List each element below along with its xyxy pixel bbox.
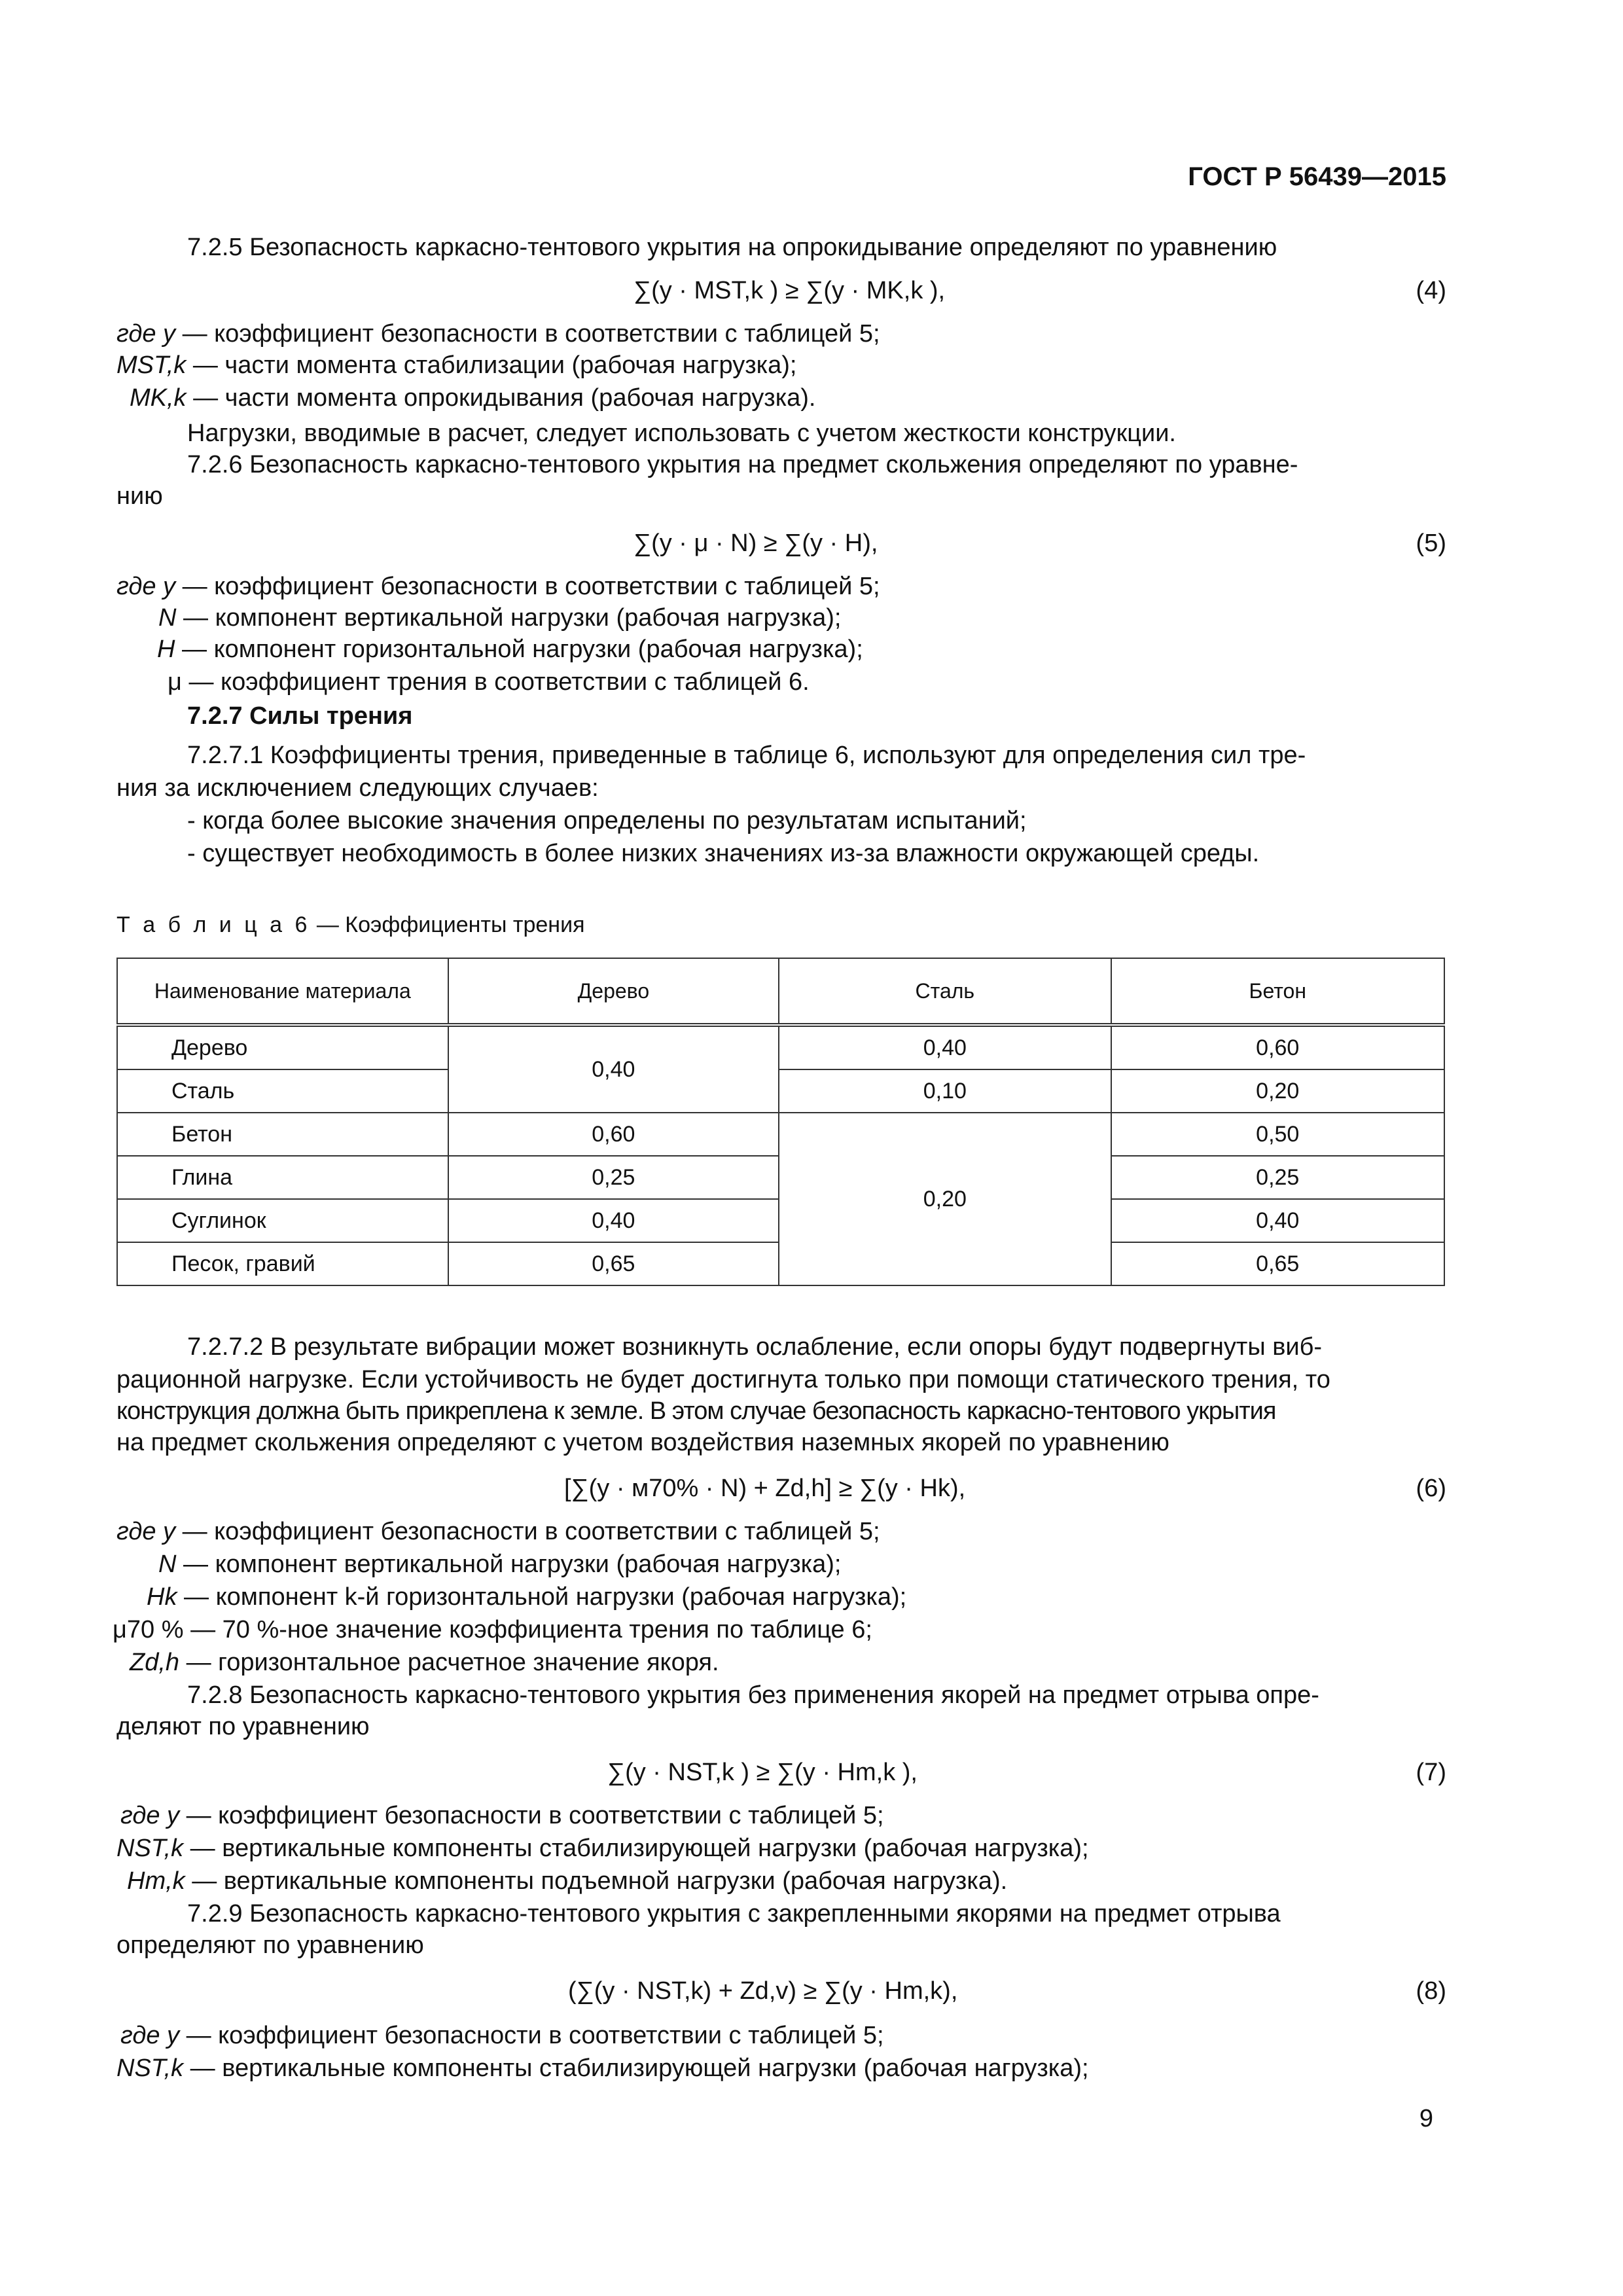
eq-num-4: (4) xyxy=(1416,277,1446,304)
cell-steel: 0,40 xyxy=(779,1025,1111,1069)
def-row xyxy=(130,1647,719,1678)
def-desc: — горизонтальное расчетное значение якоря. xyxy=(179,1649,719,1676)
def-desc: — вертикальные компоненты стабилизирующей нагрузки (рабочая нагрузка); xyxy=(183,1835,1089,1862)
formula-4: ∑(y · MST,k ) ≥ ∑(y · MK,k ), xyxy=(633,277,946,304)
cell-wood: 0,40 xyxy=(448,1025,779,1113)
s725-text: 7.2.5 Безопасность каркасно-тентового укрытия на опрокидывание определяют по уравнению xyxy=(187,234,1277,261)
s7272-line: конструкция должна быть прикреплена к земле. В этом случае безопасность каркасно-тентового укрытия xyxy=(116,1397,1276,1425)
eq-num-6: (6) xyxy=(1416,1475,1446,1502)
material-name: Песок, гравий xyxy=(117,1242,448,1285)
formula-5: ∑(y · μ · N) ≥ ∑(y · H), xyxy=(633,529,878,557)
eq-num-7: (7) xyxy=(1416,1759,1446,1786)
def-row xyxy=(157,634,863,665)
friction-table xyxy=(116,958,1445,1286)
def-term: Hm,k xyxy=(127,1867,185,1895)
s725-note: Нагрузки, вводимые в расчет, следует использовать с учетом жесткости конструкции. xyxy=(187,420,1176,447)
def-term: N xyxy=(158,604,177,632)
def-desc: — части момента стабилизации (рабочая нагрузка); xyxy=(186,351,797,379)
material-name: Дерево xyxy=(117,1025,448,1069)
s727-p1-line1: 7.2.7.1 Коэффициенты трения, приведенные в таблице 6, используют для определения сил тре- xyxy=(187,742,1306,769)
def-desc: — компонент вертикальной нагрузки (рабочая нагрузка); xyxy=(176,604,842,632)
def-term: где y xyxy=(116,573,176,600)
def-term: Zd,h xyxy=(130,1649,180,1676)
col-header-steel: Сталь xyxy=(779,958,1111,1025)
eq-num-5: (5) xyxy=(1416,529,1446,557)
def-desc: — коэффициент безопасности в соответствии с таблицей 5; xyxy=(179,2022,884,2049)
s7272-line: на предмет скольжения определяют с учетом воздействия наземных якорей по уравнению xyxy=(116,1429,1169,1456)
material-name: Суглинок xyxy=(117,1199,448,1242)
def-row xyxy=(116,318,880,350)
table-caption-prefix: Т а б л и ц а 6 xyxy=(116,912,311,937)
def-row xyxy=(168,666,810,698)
def-desc: — компонент горизонтальной нагрузки (рабочая нагрузка); xyxy=(175,636,863,663)
def-row xyxy=(147,1581,906,1613)
def-desc: — компонент k-й горизонтальной нагрузки (рабочая нагрузка); xyxy=(177,1583,907,1611)
def-row xyxy=(116,350,797,381)
def-row xyxy=(116,2053,1089,2084)
def-row xyxy=(116,571,880,602)
cell-steel: 0,20 xyxy=(779,1113,1111,1285)
def-term: MST,k xyxy=(116,351,187,379)
def-desc: — части момента опрокидывания (рабочая нагрузка). xyxy=(186,384,816,412)
table-row xyxy=(117,1069,1444,1113)
def-term: NST,k xyxy=(116,1835,184,1862)
def-term: μ xyxy=(168,668,182,696)
table-caption xyxy=(116,912,584,938)
s729-line2: определяют по уравнению xyxy=(116,1931,424,1959)
col-header-concrete: Бетон xyxy=(1111,958,1444,1025)
s728-line2: деляют по уравнению xyxy=(116,1713,370,1740)
def-desc: — вертикальные компоненты подъемной нагрузки (рабочая нагрузка). xyxy=(185,1867,1008,1895)
cell-wood: 0,25 xyxy=(448,1156,779,1199)
material-name: Бетон xyxy=(117,1113,448,1156)
def-term: где y xyxy=(120,1802,180,1829)
cell-concrete: 0,65 xyxy=(1111,1242,1444,1285)
def-row xyxy=(113,1614,872,1645)
def-term: μ70 % xyxy=(113,1616,184,1643)
def-desc: — вертикальные компоненты стабилизирующей нагрузки (рабочая нагрузка); xyxy=(183,2054,1089,2082)
formula-8: (∑(y · NST,k) + Zd,v) ≥ ∑(y · Hm,k), xyxy=(568,1977,958,2005)
s727-p1-line2: ния за исключением следующих случаев: xyxy=(116,774,599,802)
def-row xyxy=(158,602,841,634)
s728-line1: 7.2.8 Безопасность каркасно-тентового укрытия без применения якорей на предмет отрыва опре- xyxy=(187,1681,1319,1709)
def-term: H xyxy=(157,636,175,663)
def-term: где y xyxy=(116,1518,176,1545)
def-term: N xyxy=(158,1551,177,1578)
s727-heading: 7.2.7 Силы трения xyxy=(187,702,413,730)
formula-6: [∑(y · м70% · N) + Zd,h] ≥ ∑(y · Hk), xyxy=(564,1475,966,1502)
cell-wood: 0,40 xyxy=(448,1199,779,1242)
def-desc: — коэффициент безопасности в соответствии с таблицей 5; xyxy=(175,573,880,600)
table-header-row xyxy=(117,958,1444,1025)
cell-wood: 0,65 xyxy=(448,1242,779,1285)
s726-line2: нию xyxy=(116,482,163,510)
material-name: Сталь xyxy=(117,1069,448,1113)
def-row xyxy=(158,1549,841,1580)
eq-num-8: (8) xyxy=(1416,1977,1446,2005)
def-term: где y xyxy=(120,2022,180,2049)
col-header-wood: Дерево xyxy=(448,958,779,1025)
def-desc: — коэффициент безопасности в соответствии с таблицей 5; xyxy=(175,320,880,348)
cell-concrete: 0,25 xyxy=(1111,1156,1444,1199)
cell-concrete: 0,40 xyxy=(1111,1199,1444,1242)
def-desc: — коэффициент безопасности в соответствии с таблицей 5; xyxy=(175,1518,880,1545)
cell-concrete: 0,60 xyxy=(1111,1025,1444,1069)
cell-concrete: 0,20 xyxy=(1111,1069,1444,1113)
def-term: NST,k xyxy=(116,2054,184,2082)
table-caption-title: — Коэффициенты трения xyxy=(310,912,585,937)
formula-7: ∑(y · NST,k ) ≥ ∑(y · Hm,k ), xyxy=(607,1759,918,1786)
cell-concrete: 0,50 xyxy=(1111,1113,1444,1156)
cell-steel: 0,10 xyxy=(779,1069,1111,1113)
def-desc: — коэффициент безопасности в соответствии с таблицей 5; xyxy=(179,1802,884,1829)
s7272-line: 7.2.7.2 В результате вибрации может возникнуть ослабление, если опоры будут подвергнуты виб- xyxy=(187,1333,1323,1361)
cell-wood: 0,60 xyxy=(448,1113,779,1156)
bullet-item: - когда более высокие значения определены по результатам испытаний; xyxy=(187,807,1027,834)
table-row xyxy=(117,1113,1444,1156)
table-row xyxy=(117,1025,1444,1069)
def-row xyxy=(120,2020,884,2051)
document-id: ГОСТ Р 56439—2015 xyxy=(1188,162,1446,191)
def-row xyxy=(120,1800,884,1831)
def-desc: — коэффициент трения в соответствии с таблицей 6. xyxy=(181,668,810,696)
s726-line1: 7.2.6 Безопасность каркасно-тентового укрытия на предмет скольжения определяют по уравне- xyxy=(187,451,1298,478)
def-row xyxy=(130,382,816,414)
def-row xyxy=(116,1516,880,1547)
def-row xyxy=(116,1833,1089,1864)
def-desc: — компонент вертикальной нагрузки (рабочая нагрузка); xyxy=(176,1551,842,1578)
def-desc: — 70 %-ное значение коэффициента трения по таблице 6; xyxy=(183,1616,872,1643)
def-term: Hk xyxy=(147,1583,177,1611)
s7272-line: рационной нагрузке. Если устойчивость не будет достигнута только при помощи статического трения, то xyxy=(116,1366,1330,1393)
page-number: 9 xyxy=(1419,2105,1433,2132)
def-term: где y xyxy=(116,320,176,348)
def-row xyxy=(127,1865,1007,1897)
col-header-material: Наименование материала xyxy=(117,958,448,1025)
material-name: Глина xyxy=(117,1156,448,1199)
bullet-item: - существует необходимость в более низких значениях из-за влажности окружающей среды. xyxy=(187,840,1260,867)
def-term: MK,k xyxy=(130,384,187,412)
s729-line1: 7.2.9 Безопасность каркасно-тентового укрытия с закрепленными якорями на предмет отрыва xyxy=(187,1900,1281,1928)
